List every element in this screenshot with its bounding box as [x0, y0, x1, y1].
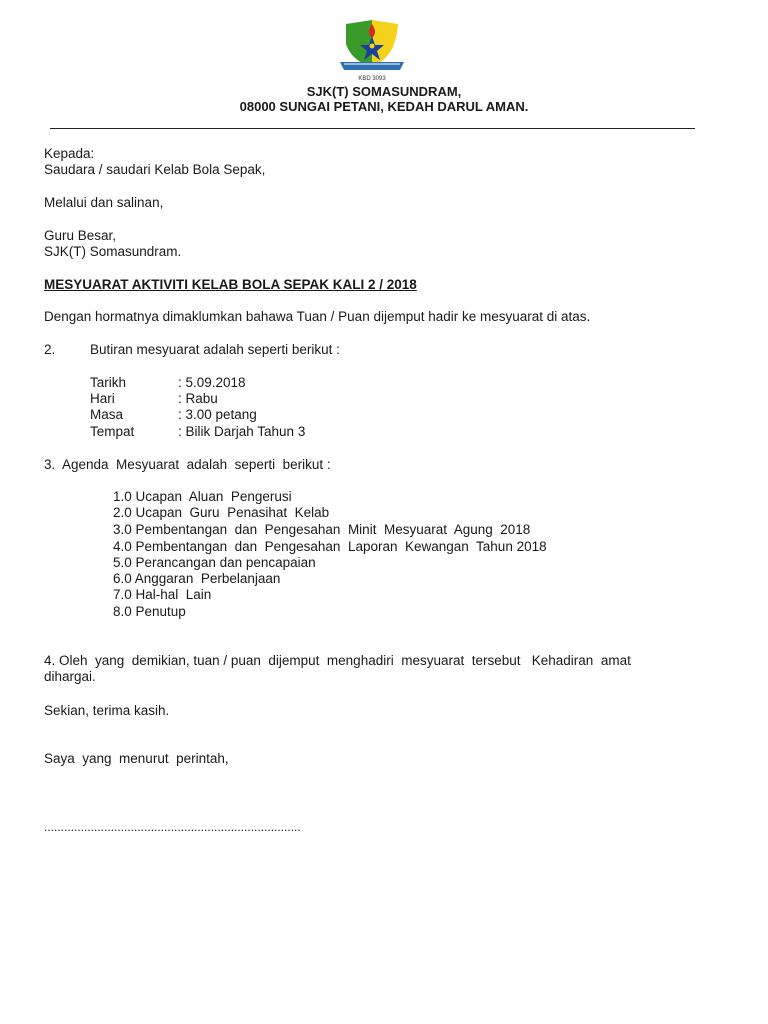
- section-2-text: Butiran mesyuarat adalah seperti berikut :: [90, 342, 340, 357]
- school-address: 08000 SUNGAI PETANI, KEDAH DARUL AMAN.: [239, 99, 529, 114]
- section-2-number: 2.: [44, 342, 56, 357]
- detail-label: Tempat: [90, 424, 135, 439]
- to-name: Saudara / saudari Kelab Bola Sepak,: [44, 162, 266, 177]
- detail-value: : 3.00 petang: [178, 407, 257, 422]
- detail-label: Tarikh: [90, 375, 127, 390]
- intro-paragraph: Dengan hormatnya dimaklumkan bahawa Tuan / Puan dijemput hadir ke mesyuarat di atas.: [44, 309, 591, 324]
- detail-value: : 5.09.2018: [178, 375, 246, 390]
- section-4-line: 4. Oleh yang demikian, tuan / puan dijemput menghadiri mesyuarat tersebut Kehadiran amat: [44, 653, 631, 668]
- section-3-text: 3. Agenda Mesyuarat adalah seperti berikut :: [44, 457, 331, 472]
- section-4-line: dihargai.: [44, 669, 96, 684]
- agenda-item: 6.0 Anggaran Perbelanjaan: [113, 571, 281, 586]
- header-divider: [50, 128, 695, 129]
- to-label: Kepada:: [44, 146, 95, 161]
- agenda-item: 1.0 Ucapan Aluan Pengerusi: [113, 489, 292, 504]
- signature-line: .............................................................................: [44, 820, 301, 834]
- via-title: Guru Besar,: [44, 228, 117, 243]
- school-crest-icon: [332, 18, 412, 82]
- closing-text: Sekian, terima kasih.: [44, 703, 170, 718]
- school-name: SJK(T) SOMASUNDRAM,: [306, 84, 462, 99]
- via-school: SJK(T) Somasundram.: [44, 244, 182, 259]
- agenda-item: 2.0 Ucapan Guru Penasihat Kelab: [113, 505, 330, 520]
- agenda-item: 3.0 Pembentangan dan Pengesahan Minit Mesyuarat Agung 2018: [113, 522, 531, 537]
- svg-text:KBD 3093: KBD 3093: [358, 76, 386, 82]
- detail-value: : Rabu: [178, 391, 218, 406]
- agenda-item: 5.0 Perancangan dan pencapaian: [113, 555, 316, 570]
- signoff-text: Saya yang menurut perintah,: [44, 751, 229, 766]
- agenda-item: 4.0 Pembentangan dan Pengesahan Laporan Kewangan Tahun 2018: [113, 539, 547, 554]
- detail-value: : Bilik Darjah Tahun 3: [178, 424, 306, 439]
- detail-label: Hari: [90, 391, 115, 406]
- letter-subject: MESYUARAT AKTIVITI KELAB BOLA SEPAK KALI 2 / 2018: [44, 277, 417, 292]
- agenda-item: 8.0 Penutup: [113, 604, 186, 619]
- agenda-item: 7.0 Hal-hal Lain: [113, 587, 212, 602]
- detail-label: Masa: [90, 407, 124, 422]
- via-label: Melalui dan salinan,: [44, 195, 164, 210]
